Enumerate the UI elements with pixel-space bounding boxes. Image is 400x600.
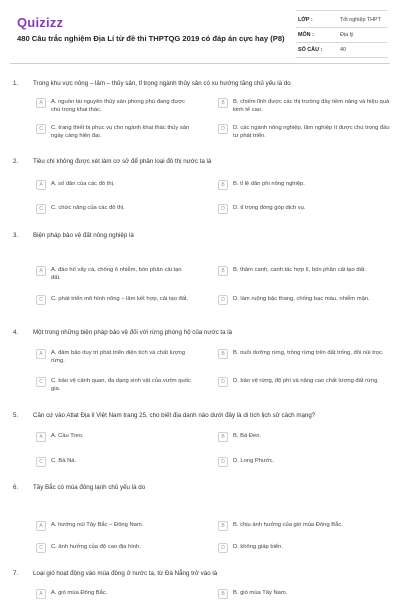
option-letter: A bbox=[36, 266, 46, 276]
meta-value: 40 bbox=[340, 47, 346, 53]
option-text: D. Long Phước. bbox=[233, 458, 275, 464]
option-text: D. không giáp biển. bbox=[233, 544, 283, 550]
option-text: C. phát triển mô hình nông – lâm kết hợp, cải tạo đất. bbox=[51, 296, 189, 302]
option-letter: A bbox=[36, 98, 46, 108]
question-text: Tây Bắc có mùa đông lạnh chủ yếu là do bbox=[33, 484, 146, 491]
option-letter: B bbox=[218, 589, 228, 599]
option-text: A. đào hố vẩy cá, chống ô nhiễm, bón phân cải tạo đất. bbox=[51, 267, 182, 281]
meta-row-subject bbox=[296, 28, 388, 43]
header-divider bbox=[10, 63, 390, 64]
option-text: B. chiếm lĩnh được các thị trường đầy tiềm năng và hiệu quả kinh tế cao. bbox=[233, 99, 390, 113]
option-text: C. chức năng của các đô thị. bbox=[51, 205, 125, 211]
option-letter: A bbox=[36, 180, 46, 190]
option-letter: C bbox=[36, 124, 46, 134]
option-letter: C bbox=[36, 457, 46, 467]
question-number: 1. bbox=[13, 80, 19, 87]
option-text: A. đảm bảo duy trì phát triển diện tích và chất lượng rừng. bbox=[51, 350, 185, 364]
option-letter: B bbox=[218, 98, 228, 108]
option-text: A. nguồn tài nguyên thủy sản phong phú đang được chú trọng khai thác. bbox=[51, 99, 186, 113]
option-letter: D bbox=[218, 457, 228, 467]
question-number: 3. bbox=[13, 232, 19, 239]
question-number: 6. bbox=[13, 484, 19, 491]
option-letter: A bbox=[36, 589, 46, 599]
option-text: B. tỉ lệ dân phi nông nghiệp. bbox=[233, 181, 305, 187]
meta-label: MÔN : bbox=[298, 32, 314, 38]
question-text: Loại gió hoạt động vào mùa đông ở nước ta, từ Đà Nẵng trở vào là bbox=[33, 570, 218, 577]
option-text: D. tỉ trọng đóng góp dịch vụ. bbox=[233, 205, 306, 211]
option-letter: D bbox=[218, 124, 228, 134]
option-text: A. số dân của các đô thị. bbox=[51, 181, 115, 187]
option-text: C. ảnh hưởng của độ cao địa hình. bbox=[51, 544, 141, 550]
meta-row-count bbox=[296, 43, 388, 58]
option-text: B. thâm canh, canh tác hợp lí, bón phân cải tạo đất. bbox=[233, 267, 367, 273]
option-text: C. Bà Nà. bbox=[51, 458, 77, 464]
option-text: C. bảo vệ cảnh quan, đa dạng sinh vật của vườn quốc gia. bbox=[51, 378, 191, 392]
option-letter: A bbox=[36, 521, 46, 531]
option-letter: B bbox=[218, 266, 228, 276]
quizizz-logo: Quizizz bbox=[17, 15, 64, 30]
meta-value: Tốt nghiệp THPT bbox=[340, 17, 381, 23]
option-letter: A bbox=[36, 432, 46, 442]
option-letter: A bbox=[36, 349, 46, 359]
option-text: A. Cầu Treo. bbox=[51, 433, 84, 439]
meta-label: LỚP : bbox=[298, 17, 313, 23]
question-text: Tiêu chí không được xét làm cơ sở để phân loại đô thị nước ta là bbox=[33, 158, 212, 165]
option-text: B. gió mùa Tây Nam. bbox=[233, 590, 288, 596]
option-letter: D bbox=[218, 204, 228, 214]
option-letter: B bbox=[218, 180, 228, 190]
question-text: Trong khu vực nông – lâm – thủy sản, tỉ trọng ngành thủy sản có xu hướng tăng chủ yếu là do bbox=[33, 80, 291, 87]
option-letter: C bbox=[36, 377, 46, 387]
meta-value: Địa lý bbox=[340, 32, 354, 38]
question-text: Biện pháp bảo vệ đất nông nghiệp là bbox=[33, 232, 134, 239]
option-letter: D bbox=[218, 543, 228, 553]
question-number: 2. bbox=[13, 158, 19, 165]
question-text: Một trong những biện pháp bảo vệ đối với rừng phòng hộ của nước ta là bbox=[33, 329, 233, 336]
question-text: Căn cứ vào Atlat Địa lí Việt Nam trang 25, cho biết địa danh nào dưới đây là di tích lịch sử cách mạng? bbox=[33, 412, 316, 419]
meta-row-class bbox=[296, 13, 388, 28]
question-number: 5. bbox=[13, 412, 19, 419]
option-text: B. chịu ảnh hưởng của gió mùa Đông Bắc. bbox=[233, 522, 343, 528]
option-letter: B bbox=[218, 349, 228, 359]
option-text: D. các ngành nông nghiệp, lâm nghiệp ít được chú trọng đầu tư phát triển. bbox=[233, 125, 390, 139]
meta-label: SỐ CÂU : bbox=[298, 47, 323, 53]
option-text: A. hướng núi Tây Bắc – Đông Nam. bbox=[51, 522, 144, 528]
meta-divider bbox=[296, 10, 388, 11]
question-number: 4. bbox=[13, 329, 19, 336]
option-letter: C bbox=[36, 295, 46, 305]
option-letter: D bbox=[218, 377, 228, 387]
document-title: 480 Câu trắc nghiệm Địa Lí từ đề thi THPTQG 2019 có đáp án cực hay (P8) bbox=[17, 34, 285, 43]
option-text: D. bảo vệ rừng, độ phì và nâng cao chất lượng đất rừng. bbox=[233, 378, 379, 384]
option-letter: B bbox=[218, 432, 228, 442]
option-text: A. gió mùa Đông Bắc. bbox=[51, 590, 108, 596]
page-header bbox=[0, 0, 400, 62]
option-text: D. làm ruộng bậc thang, chống bạc màu, nhiễm mặn. bbox=[233, 296, 370, 302]
option-letter: D bbox=[218, 295, 228, 305]
option-letter: B bbox=[218, 521, 228, 531]
meta-table bbox=[296, 13, 388, 58]
option-text: B. nuôi dưỡng rừng, trồng rừng trên đất trống, đồi núi trọc. bbox=[233, 350, 384, 356]
question-number: 7. bbox=[13, 570, 19, 577]
option-text: B. Bà Đen. bbox=[233, 433, 262, 439]
option-text: C. trang thiết bị phục vụ cho ngành khai thác thủy sản ngày càng hiện đại. bbox=[51, 125, 190, 139]
option-letter: C bbox=[36, 204, 46, 214]
option-letter: C bbox=[36, 543, 46, 553]
